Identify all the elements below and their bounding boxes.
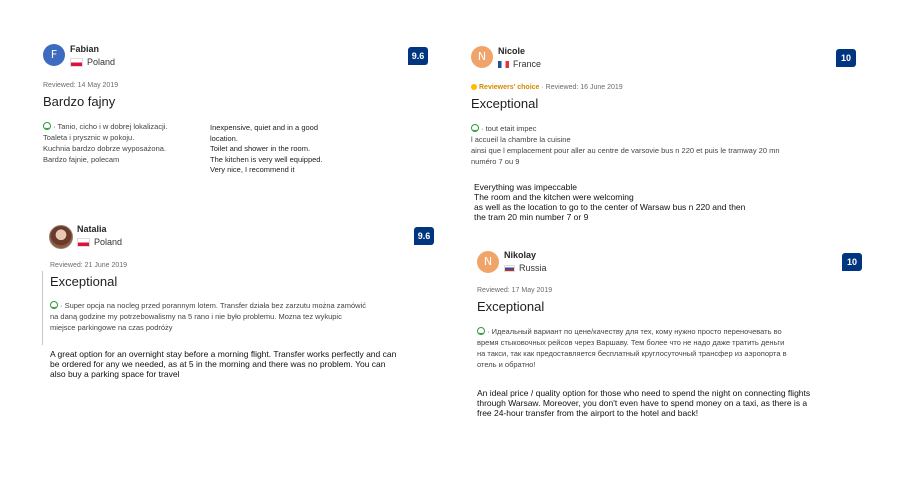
review-line: l accueil la chambre la cuisine xyxy=(471,135,571,144)
smile-icon xyxy=(43,122,51,130)
review-line: Toaleta i prysznic w pokoju. xyxy=(43,133,135,142)
smile-icon xyxy=(50,301,58,309)
review-date: Reviewed: 14 May 2019 xyxy=(43,82,119,89)
translation-line: The kitchen is very well equipped. xyxy=(210,154,323,164)
review-line: na daną godzine my potrzebowalismy na 5 rano i nie było problemu. Mozna tez wykupic xyxy=(50,312,342,321)
review-translation-text xyxy=(50,349,455,379)
smile-icon xyxy=(471,124,479,132)
translation-line: Very nice, I recommend it xyxy=(210,165,295,174)
review-line: numéro 7 ou 9 xyxy=(471,157,520,166)
avatar xyxy=(49,225,73,249)
review-line: · Tanio, cicho i w dobrej lokalizacji. xyxy=(43,121,208,132)
review-original-text xyxy=(43,121,208,165)
translation-line: as well as the location to go to the center of Warsaw bus n 220 and then xyxy=(474,202,746,212)
translation-line: the tram 20 min number 7 or 9 xyxy=(474,212,589,222)
translation-line: Toilet and shower in the room. xyxy=(210,144,311,153)
review-line: Kuchnia bardzo dobrze wyposażona. xyxy=(43,144,166,153)
russia-flag-icon xyxy=(504,265,515,272)
reviewer-country xyxy=(498,59,541,69)
translation-line: Inexpensive, quiet and in a good xyxy=(210,123,318,132)
score-badge: 10 xyxy=(836,49,856,67)
avatar: N xyxy=(471,46,493,68)
translation-line: An ideal price / quality option for those who need to spend the night on connecting flights xyxy=(477,388,811,398)
reviewer-name[interactable]: Nicole xyxy=(498,46,526,56)
poland-flag-icon xyxy=(70,58,83,67)
avatar: F xyxy=(43,44,65,66)
translation-line: Everything was impeccable xyxy=(474,182,577,192)
translation-line: The room and the kitchen were welcoming xyxy=(474,192,634,202)
score-badge: 10 xyxy=(842,253,862,271)
poland-flag-icon xyxy=(77,238,90,247)
review-original-text xyxy=(477,326,877,370)
review-translation-text xyxy=(210,123,380,176)
reviewers-choice-icon xyxy=(471,84,477,90)
review-original-text xyxy=(471,123,871,167)
review-title: Exceptional xyxy=(471,96,539,111)
translation-line: through Warsaw. Moreover, you don't even have to spend money on a taxi, as there is a xyxy=(477,398,808,408)
france-flag-icon xyxy=(498,61,509,68)
translation-line: location. xyxy=(210,133,238,143)
review-translation-text xyxy=(477,388,877,418)
reviewer-country xyxy=(77,237,122,247)
review-line: время стыковочных рейсов через Варшаву. Тем более что не надо даже тратить деньги xyxy=(477,338,785,347)
reviewers-choice-label: Reviewers' choice xyxy=(479,84,540,91)
review-line: ainsi que l emplacement pour aller au centre de varsovie bus n 220 et puis le tramway 20 mn xyxy=(471,146,780,155)
smile-icon xyxy=(477,327,485,335)
country-label: Poland xyxy=(94,237,123,247)
avatar: N xyxy=(477,251,499,273)
review-line: Bardzo fajnie, polecam xyxy=(43,155,120,164)
translation-line: A great option for an overnight stay before a morning flight. Transfer works perfectly and can xyxy=(50,349,397,359)
review-title: Bardzo fajny xyxy=(43,94,116,109)
review-line: · Идеальный вариант по цене/качеству для тех, кому нужно просто переночевать во xyxy=(477,326,877,337)
review-line: miejsce parkingowe na czas podróży xyxy=(50,323,173,332)
score-badge: 9.6 xyxy=(414,227,434,245)
review-line: · Super opcja na nocleg przed porannym lotem. Transfer działa bez zarzutu można zamówić xyxy=(50,300,450,311)
review-line: на такси, так как предоставляется бесплатный круглосуточный трансфер из аэропорта в xyxy=(477,349,787,358)
reviewer-country xyxy=(504,263,547,273)
score-badge: 9.6 xyxy=(408,47,428,65)
reviewer-name[interactable]: Fabian xyxy=(70,44,100,54)
country-label: France xyxy=(513,59,542,69)
review-date: Reviewed: 17 May 2019 xyxy=(477,287,553,294)
reviewer-name[interactable]: Natalia xyxy=(77,224,107,234)
review-line: отель и обратно! xyxy=(477,360,536,369)
review-title: Exceptional xyxy=(50,274,118,289)
review-title: Exceptional xyxy=(477,299,545,314)
country-label: Russia xyxy=(519,263,547,273)
review-date: Reviewed: 21 June 2019 xyxy=(50,262,128,269)
review-meta xyxy=(471,84,623,91)
translation-line: free 24-hour transfer from the airport to the hotel and back! xyxy=(477,408,699,418)
translation-line: also buy a parking space for travel xyxy=(50,369,180,379)
left-border xyxy=(42,271,43,345)
review-translation-text xyxy=(474,182,854,222)
review-line: · tout etait impec xyxy=(471,123,871,134)
reviewer-country xyxy=(70,57,115,67)
review-original-text xyxy=(50,300,450,333)
reviewer-name[interactable]: Nikolay xyxy=(504,250,537,260)
review-date: · Reviewed: 16 June 2019 xyxy=(539,84,623,91)
translation-line: be ordered for any we needed, as at 5 in the morning and there was no problem. You can xyxy=(50,359,386,369)
country-label: Poland xyxy=(87,57,116,67)
